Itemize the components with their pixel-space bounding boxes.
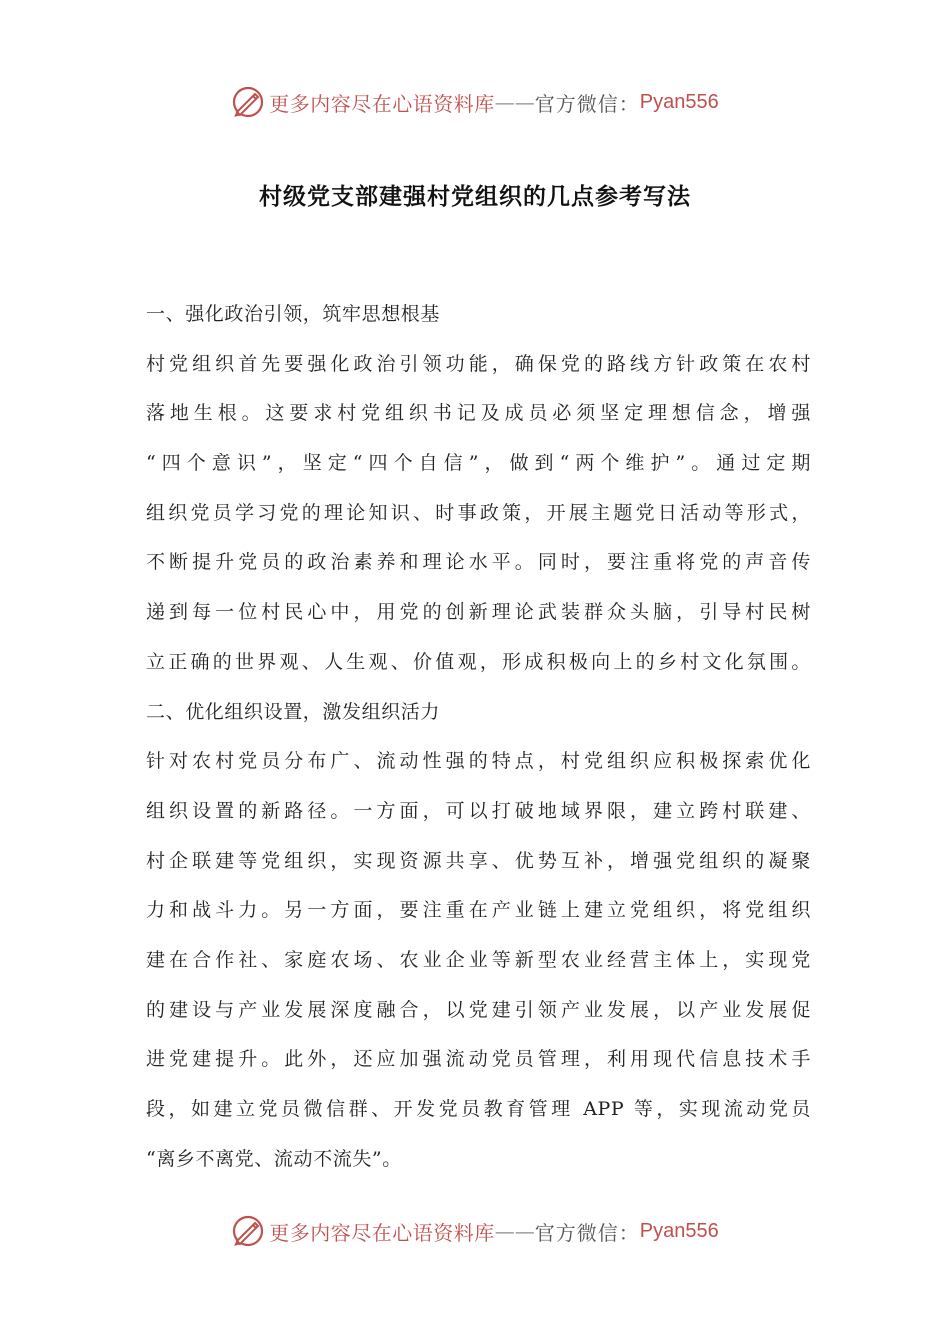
document-body	[146, 294, 811, 1188]
paragraph-line: 的建设与产业发展深度融合，以党建引领产业发展，以产业发展促	[146, 998, 811, 1021]
paragraph-line: 立正确的世界观、人生观、价值观，形成积极向上的乡村文化氛围。	[146, 650, 811, 673]
watermark-dash: ——	[494, 90, 535, 114]
pen-circle-logo-icon	[231, 1214, 265, 1248]
paragraph-line: “离乡不离党、流动不流失”。	[146, 1147, 402, 1170]
watermark-label: 官方微信：	[534, 91, 640, 116]
paragraph-line: 村党组织首先要强化政治引领功能，确保党的路线方针政策在农村	[146, 352, 811, 375]
paragraph-line: 建在合作社、家庭农场、农业企业等新型农业经营主体上，实现党	[146, 948, 811, 971]
paragraph-line: 组织设置的新路径。一方面，可以打破地域界限，建立跨村联建、	[146, 799, 811, 822]
paragraph-line: 落地生根。这要求村党组织书记及成员必须坚定理想信念，增强	[146, 402, 811, 425]
watermark-wechat-id: Pyan556	[639, 90, 719, 113]
section-heading: 二、优化组织设置，激发组织活力	[146, 700, 441, 723]
watermark-wechat-id: Pyan556	[639, 1219, 719, 1242]
watermark-label: 官方微信：	[534, 1220, 640, 1245]
paragraph-line: 针对农村党员分布广、流动性强的特点，村党组织应积极探索优化	[146, 750, 811, 773]
watermark-main-text: 更多内容尽在心语资料库	[269, 91, 495, 116]
paragraph-line: “四个意识”，坚定“四个自信”，做到“两个维护”。通过定期	[146, 452, 811, 475]
paragraph-line: 力和战斗力。另一方面，要注重在产业链上建立党组织，将党组织	[146, 899, 811, 922]
paragraph-line: 递到每一位村民心中，用党的创新理论武装群众头脑，引导村民树	[146, 601, 811, 624]
pen-circle-logo-icon	[231, 85, 265, 119]
document-title: 村级党支部建强村党组织的几点参考写法	[259, 184, 691, 210]
watermark-dash: ——	[494, 1219, 535, 1243]
paragraph-line: 进党建提升。此外，还应加强流动党员管理，利用现代信息技术手	[146, 1048, 811, 1071]
paragraph-line: 段，如建立党员微信群、开发党员教育管理 APP 等，实现流动党员	[146, 1098, 811, 1120]
watermark-main-text: 更多内容尽在心语资料库	[269, 1220, 495, 1245]
paragraph-line: 组织党员学习党的理论知识、时事政策，开展主题党日活动等形式，	[146, 501, 811, 524]
section-heading: 一、强化政治引领，筑牢思想根基	[146, 303, 441, 325]
paragraph-line: 不断提升党员的政治素养和理论水平。同时，要注重将党的声音传	[146, 551, 811, 574]
footer-watermark	[0, 1213, 950, 1249]
header-watermark	[0, 84, 950, 120]
paragraph-line: 村企联建等党组织，实现资源共享、优势互补，增强党组织的凝聚	[146, 849, 811, 872]
